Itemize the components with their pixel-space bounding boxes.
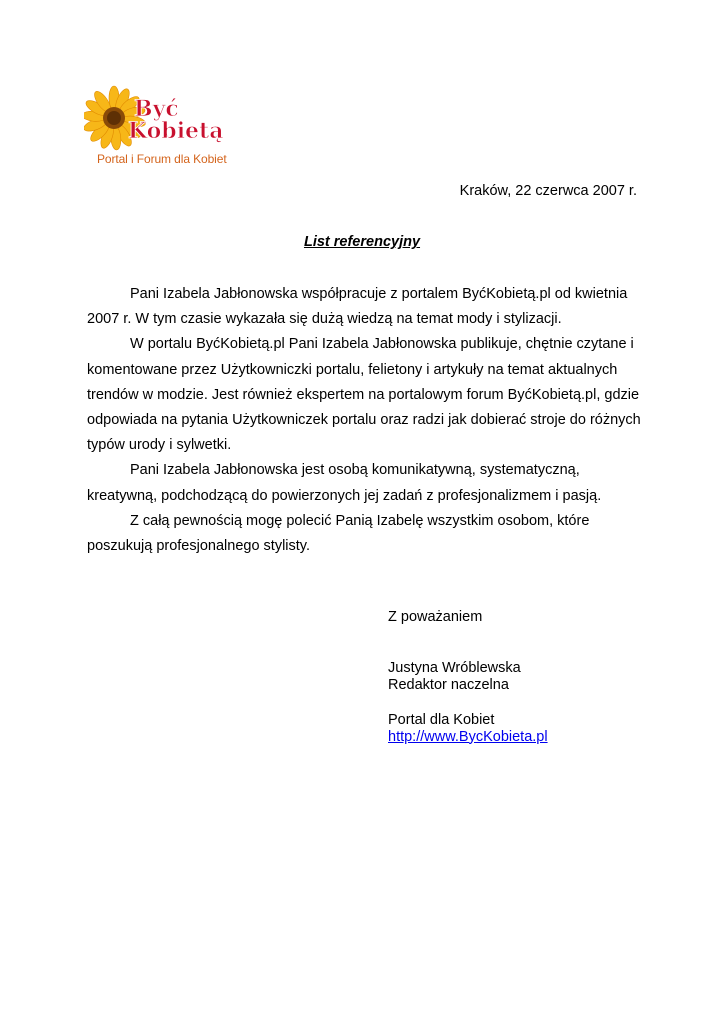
paragraph-4: Z całą pewnością mogę polecić Panią Izabelę wszystkim osobom, które poszukują profesjonalnego stylisty. bbox=[87, 512, 590, 555]
logo-line1: Być bbox=[134, 96, 179, 122]
signer-title: Redaktor naczelna bbox=[388, 676, 509, 693]
sunflower-logo-icon bbox=[84, 84, 244, 154]
letter-date: Kraków, 22 czerwca 2007 r. bbox=[459, 183, 637, 199]
logo-line2: Kobietą bbox=[128, 118, 224, 144]
portal-logo bbox=[84, 84, 244, 170]
letter-body bbox=[87, 282, 642, 559]
logo-tagline: Portal i Forum dla Kobiet bbox=[97, 152, 227, 166]
letter-title: List referencyjny bbox=[303, 234, 421, 250]
letter-closing: Z poważaniem bbox=[388, 609, 483, 625]
portal-block bbox=[388, 712, 548, 745]
signature-block bbox=[388, 660, 521, 693]
signer-name: Justyna Wróblewska bbox=[388, 660, 521, 676]
portal-name: Portal dla Kobiet bbox=[388, 712, 495, 728]
portal-url-link[interactable]: http://www.BycKobieta.pl bbox=[388, 728, 548, 745]
paragraph-1: Pani Izabela Jabłonowska współpracuje z portalem ByćKobietą.pl od kwietnia 2007 r. W tym czasie wykazała się dużą wiedzą na temat mody i stylizacji. bbox=[87, 286, 628, 328]
paragraph-2: W portalu ByćKobietą.pl Pani Izabela Jabłonowska publikuje, chętnie czytane i komentowane przez Użytkowniczki portalu, felietony i artykuły na temat aktualnych trendów w modzie. Jest również ekspertem na portalowym forum ByćKobietą.pl, gdzie odpowiada na pytania Użytkowniczek portalu oraz radzi jak dobierać stroje do różnych typów urody i sylwetki. bbox=[87, 336, 641, 454]
paragraph-3: Pani Izabela Jabłonowska jest osobą komunikatywną, systematyczną, kreatywną, podchodzącą do powierzonych jej zadań z profesjonalizmem i pasją. bbox=[87, 462, 602, 504]
